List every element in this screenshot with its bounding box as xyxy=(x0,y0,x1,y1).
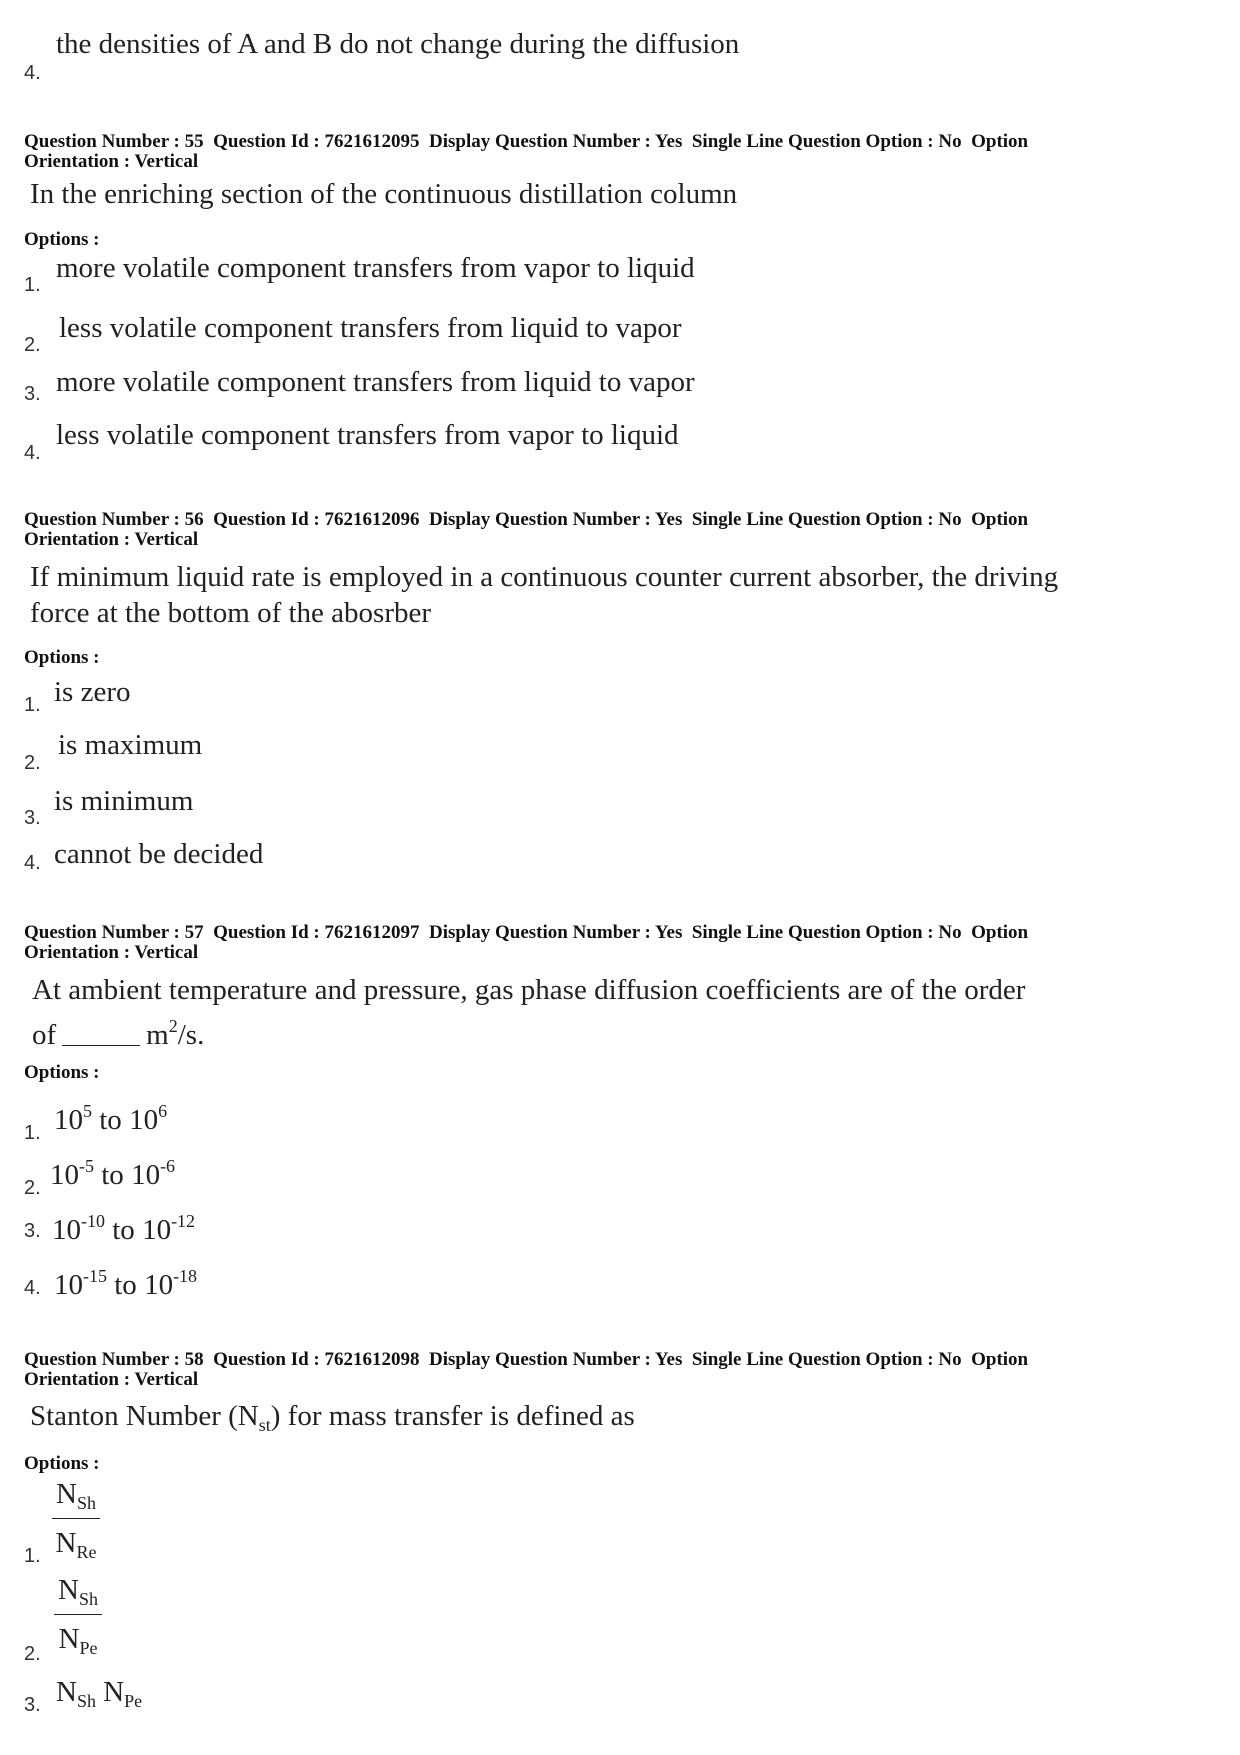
option-number[interactable]: 4. xyxy=(24,1277,41,1299)
fraction-numerator: $N_{Sh}$ xyxy=(52,1478,100,1519)
option-number[interactable]: 4. xyxy=(24,442,41,464)
power-exponent: -10 xyxy=(81,1211,105,1231)
question-text-line1: If minimum liquid rate is employed in a continuous counter current absorber, the driving xyxy=(30,561,1059,593)
question-text-line1: At ambient temperature and pressure, gas phase diffusion coefficients are of the order xyxy=(32,974,1026,1006)
options-label: Options : xyxy=(24,229,100,250)
option-number[interactable]: 2. xyxy=(24,752,41,774)
power-exponent: -18 xyxy=(173,1266,198,1286)
unit-base: m xyxy=(146,1019,169,1051)
question-meta-orientation: Orientation : Vertical xyxy=(24,942,199,963)
question-text-suffix: ) for mass transfer is defined as xyxy=(270,1400,635,1432)
option-text[interactable] xyxy=(54,1101,167,1137)
option-fraction[interactable] xyxy=(52,1478,100,1563)
range-word: to xyxy=(114,1269,137,1301)
question-text: In the enriching section of the continuous distillation column xyxy=(30,178,738,210)
subscript: Pe xyxy=(124,1691,143,1711)
question-text-line2: force at the bottom of the abosrber xyxy=(30,597,432,629)
answer-blank xyxy=(62,1044,140,1046)
fraction-denominator: $N_{Pe}$ xyxy=(58,1623,98,1658)
option-text[interactable]: less volatile component transfers from liquid to vapor xyxy=(59,312,682,344)
power-base: 10 xyxy=(131,1159,161,1191)
power-exponent: 6 xyxy=(158,1101,168,1121)
fraction-denominator: $N_{Re}$ xyxy=(55,1527,97,1562)
option-text[interactable]: is minimum xyxy=(54,785,194,817)
subscript: st xyxy=(258,1415,271,1435)
option-text[interactable] xyxy=(50,1156,175,1192)
options-label: Options : xyxy=(24,1062,100,1083)
range-word: to xyxy=(99,1104,122,1136)
question-text-prefix: Stanton Number (N xyxy=(30,1400,259,1432)
subscript: Sh xyxy=(76,1691,96,1711)
option-text[interactable]: is zero xyxy=(54,676,131,708)
option-number[interactable]: 4. xyxy=(24,852,41,874)
symbol-base: N xyxy=(103,1676,125,1708)
question-text-prefix: of xyxy=(32,1019,57,1051)
option-number[interactable]: 2. xyxy=(24,1643,41,1665)
option-text[interactable]: is maximum xyxy=(58,729,203,761)
power-exponent: -6 xyxy=(160,1156,176,1176)
option-number[interactable]: 3. xyxy=(24,1694,41,1716)
option-text[interactable]: cannot be decided xyxy=(54,838,264,870)
power-exponent: -15 xyxy=(83,1266,107,1286)
option-text[interactable]: more volatile component transfers from liquid to vapor xyxy=(56,366,695,398)
unit-exponent: 2 xyxy=(168,1016,178,1036)
option-text[interactable] xyxy=(52,1211,195,1247)
option-text[interactable] xyxy=(54,1266,197,1302)
options-label: Options : xyxy=(24,1453,100,1474)
power-exponent: -5 xyxy=(79,1156,94,1176)
unit-suffix: /s. xyxy=(177,1019,205,1051)
option-number[interactable]: 3. xyxy=(24,383,41,405)
question-text xyxy=(30,1398,635,1444)
power-exponent: 5 xyxy=(83,1101,92,1121)
range-word: to xyxy=(101,1159,124,1191)
option-number[interactable]: 1. xyxy=(24,694,41,716)
question-meta-orientation: Orientation : Vertical xyxy=(24,529,199,550)
option-number[interactable]: 1. xyxy=(24,1545,41,1567)
option-product[interactable] xyxy=(56,1676,142,1712)
option-number[interactable]: 3. xyxy=(24,807,41,829)
option-number[interactable]: 1. xyxy=(24,1122,41,1144)
power-base: 10 xyxy=(54,1269,83,1301)
option-number[interactable]: 2. xyxy=(24,1177,41,1199)
question-meta: Question Number : 58 Question Id : 7621612098 Display Question Number : Yes Single Line Question Option : No Option xyxy=(24,1349,1029,1370)
power-base: 10 xyxy=(142,1214,172,1246)
question-meta-orientation: Orientation : Vertical xyxy=(24,151,199,172)
power-base: 10 xyxy=(129,1104,159,1136)
option-number[interactable]: 3. xyxy=(24,1220,41,1242)
power-exponent: -12 xyxy=(171,1211,196,1231)
power-base: 10 xyxy=(52,1214,81,1246)
power-base: 10 xyxy=(54,1104,83,1136)
question-meta: Question Number : 57 Question Id : 7621612097 Display Question Number : Yes Single Line Question Option : No Option xyxy=(24,922,1029,943)
options-label: Options : xyxy=(24,647,100,668)
power-base: 10 xyxy=(50,1159,79,1191)
symbol-base: N xyxy=(56,1676,77,1708)
option-number[interactable]: 1. xyxy=(24,274,41,296)
question-text-line2 xyxy=(32,1008,204,1054)
option-text[interactable]: less volatile component transfers from vapor to liquid xyxy=(56,419,679,451)
option-number[interactable]: 2. xyxy=(24,334,41,356)
question-meta-orientation: Orientation : Vertical xyxy=(24,1369,199,1390)
option-number: 4. xyxy=(24,62,41,84)
range-word: to xyxy=(112,1214,135,1246)
option-text: the densities of A and B do not change during the diffusion xyxy=(56,28,740,60)
fraction-numerator: $N_{Sh}$ xyxy=(54,1574,102,1615)
question-meta: Question Number : 56 Question Id : 7621612096 Display Question Number : Yes Single Line Question Option : No Option xyxy=(24,509,1029,530)
option-text[interactable]: more volatile component transfers from vapor to liquid xyxy=(56,252,695,284)
option-fraction[interactable] xyxy=(54,1574,102,1659)
power-base: 10 xyxy=(144,1269,174,1301)
question-meta: Question Number : 55 Question Id : 7621612095 Display Question Number : Yes Single Line Question Option : No Option xyxy=(24,131,1029,152)
